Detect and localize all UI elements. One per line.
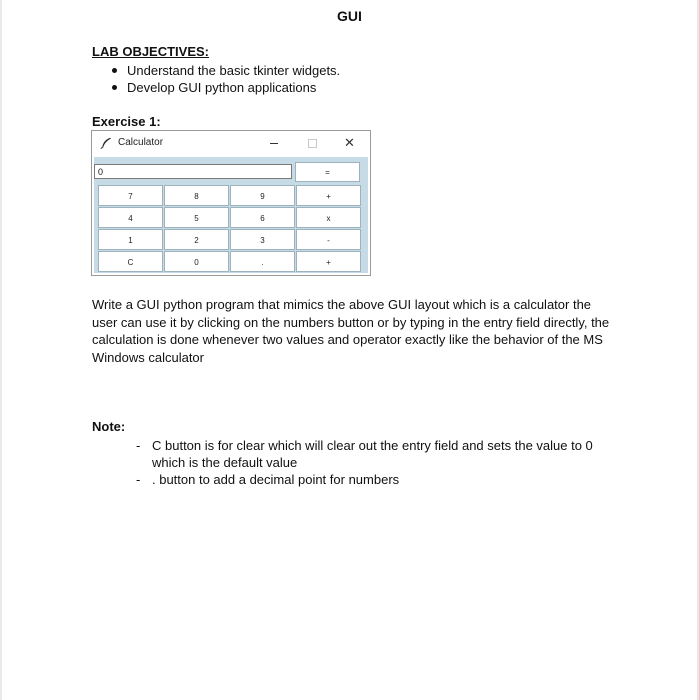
button-2[interactable]: 2 [164,229,229,250]
dash-bullet-icon: - [136,438,141,453]
objective-item: Understand the basic tkinter widgets. [112,62,340,79]
button-3[interactable]: 3 [230,229,295,250]
decimal-button[interactable]: . [230,251,295,272]
calculator-title: Calculator [118,137,164,148]
note-item: . button to add a decimal point for numbers [152,472,400,487]
dash-bullet-icon: - [136,472,141,487]
minus-button[interactable]: - [296,229,361,250]
note-heading: Note: [92,419,126,434]
objectives-heading: LAB OBJECTIVES: [92,44,210,59]
button-6[interactable]: 6 [230,207,295,228]
calculator-titlebar [92,131,370,155]
bullet-icon [112,68,117,73]
exercise-heading: Exercise 1: [92,114,161,129]
button-0[interactable]: 0 [164,251,229,272]
note-item: C button is for clear which will clear out the entry field and sets the value to 0 which is the default value [152,438,593,470]
button-1[interactable]: 1 [98,229,163,250]
bullet-icon [112,85,117,90]
page-edge [0,0,2,700]
minimize-icon[interactable] [270,143,278,144]
plus-button-2[interactable]: + [296,251,361,272]
button-5[interactable]: 5 [164,207,229,228]
multiply-button[interactable]: x [296,207,361,228]
equals-button[interactable]: = [295,162,360,182]
button-8[interactable]: 8 [164,185,229,206]
description-paragraph: Write a GUI python program that mimics the above GUI layout which is a calculator the user can use it by clicking on the numbers button or by typing in the entry field directly, the calculation is done whenever two values and operator exactly like the behavior of the MS Windows calculator [92,297,610,365]
button-4[interactable]: 4 [98,207,163,228]
calculator-entry[interactable]: 0 [94,164,292,179]
button-9[interactable]: 9 [230,185,295,206]
clear-button[interactable]: C [98,251,163,272]
plus-button[interactable]: + [296,185,361,206]
objective-item: Develop GUI python applications [112,79,340,96]
page-title: GUI [337,8,362,24]
button-7[interactable]: 7 [98,185,163,206]
maximize-icon[interactable] [308,139,317,148]
feather-icon [100,137,112,149]
calculator-window [91,130,371,276]
close-icon[interactable]: ✕ [344,135,355,150]
objectives-list [112,62,340,96]
